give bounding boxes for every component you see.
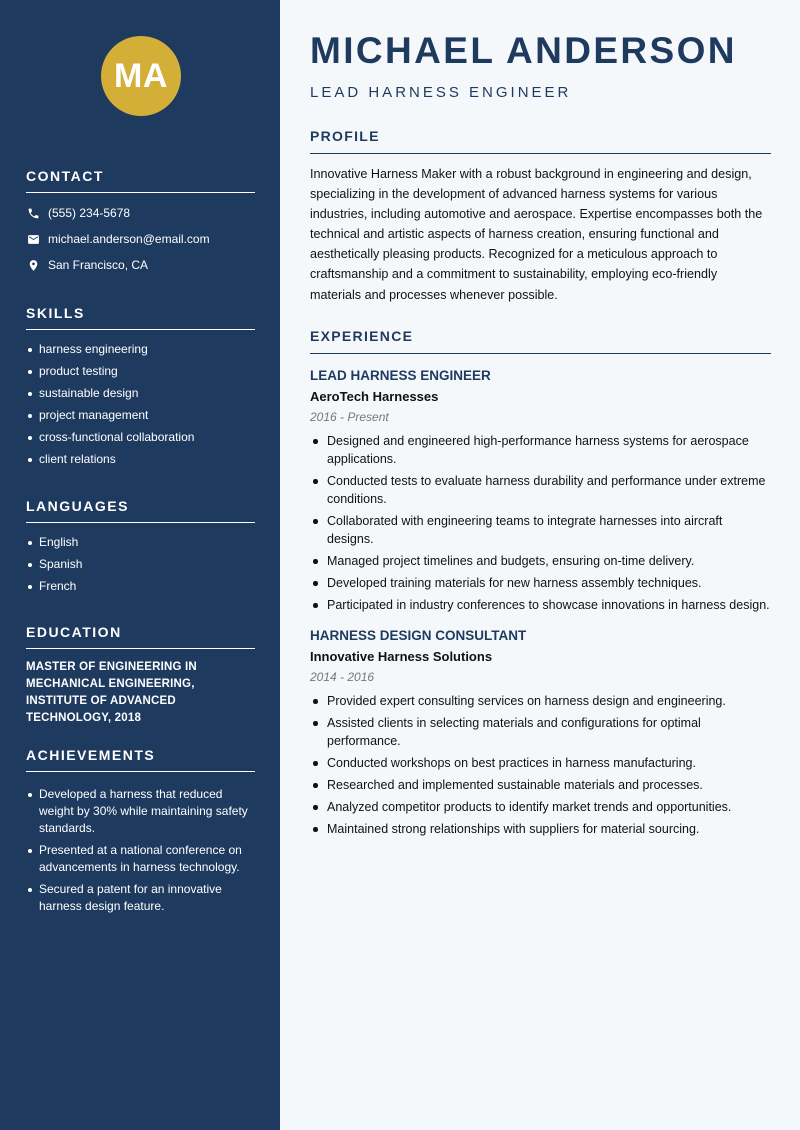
- duty-item: Managed project timelines and budgets, ensuring on-time delivery.: [310, 552, 771, 570]
- language-item: French: [26, 578, 255, 595]
- skill-item: cross-functional collaboration: [26, 429, 255, 446]
- job-company: AeroTech Harnesses: [310, 389, 439, 404]
- duty-item: Analyzed competitor products to identify market trends and opportunities.: [310, 798, 771, 816]
- job-duties: [310, 692, 771, 838]
- profile-text: Innovative Harness Maker with a robust background in engineering and design, specializing in the development of advanced harness systems for various industries, including automotive and aerospace. Expertise encompasses both the technical and artistic aspects of harness creation, ensuring functional and aesthetically pleasing products. Recognized for a meticulous approach to craftsmanship and a commitment to sustainability, employing eco-friendly materials and processes whenever possible.: [310, 167, 763, 302]
- achievement-item: Developed a harness that reduced weight by 30% while maintaining safety standards.: [26, 786, 255, 837]
- skills-section: [26, 305, 255, 473]
- skills-heading: SKILLS: [26, 305, 255, 330]
- languages-heading: LANGUAGES: [26, 498, 255, 523]
- contact-location-text: San Francisco, CA: [48, 258, 149, 272]
- job-dates: 2014 - 2016: [310, 670, 375, 684]
- candidate-title: LEAD HARNESS ENGINEER: [310, 84, 572, 101]
- contact-location: [26, 257, 255, 273]
- duty-item: Maintained strong relationships with suppliers for material sourcing.: [310, 820, 771, 838]
- avatar: MA: [101, 36, 181, 116]
- email-icon: [26, 232, 40, 246]
- experience-heading: EXPERIENCE: [310, 328, 771, 354]
- skill-item: product testing: [26, 363, 255, 380]
- duty-item: Designed and engineered high-performance harness systems for aerospace applications.: [310, 432, 771, 468]
- profile-section: [310, 128, 771, 305]
- profile-heading: PROFILE: [310, 128, 771, 154]
- achievement-item: Secured a patent for an innovative harness design feature.: [26, 881, 255, 915]
- job-entry: [310, 628, 771, 838]
- language-item: Spanish: [26, 556, 255, 573]
- job-title: LEAD HARNESS ENGINEER: [310, 368, 491, 383]
- duty-item: Collaborated with engineering teams to integrate harnesses into aircraft designs.: [310, 512, 771, 548]
- duty-item: Researched and implemented sustainable materials and processes.: [310, 776, 771, 794]
- duty-item: Conducted workshops on best practices in harness manufacturing.: [310, 754, 771, 772]
- languages-section: [26, 498, 255, 600]
- experience-section: [310, 328, 771, 842]
- education-heading: EDUCATION: [26, 624, 255, 649]
- education-entry: MASTER OF ENGINEERING IN MECHANICAL ENGINEERING, INSTITUTE OF ADVANCED TECHNOLOGY, 2018: [26, 661, 197, 724]
- contact-phone-text[interactable]: (555) 234-5678: [48, 206, 131, 220]
- achievements-section: [26, 747, 255, 920]
- skill-item: project management: [26, 407, 255, 424]
- duty-item: Provided expert consulting services on harness design and engineering.: [310, 692, 771, 710]
- contact-section: [26, 168, 255, 273]
- contact-phone: [26, 205, 255, 221]
- language-item: English: [26, 534, 255, 551]
- contact-email-text[interactable]: michael.anderson@email.com: [48, 232, 210, 246]
- skill-item: sustainable design: [26, 385, 255, 402]
- job-company: Innovative Harness Solutions: [310, 649, 493, 664]
- skill-item: harness engineering: [26, 341, 255, 358]
- achievements-heading: ACHIEVEMENTS: [26, 747, 255, 772]
- achievements-list: [26, 786, 255, 915]
- skills-list: [26, 341, 255, 468]
- job-duties: [310, 432, 771, 614]
- duty-item: Participated in industry conferences to showcase innovations in harness design.: [310, 596, 771, 614]
- job-dates: 2016 - Present: [310, 410, 389, 424]
- location-pin-icon: [26, 258, 40, 272]
- languages-list: [26, 534, 255, 595]
- contact-email: [26, 231, 255, 247]
- contact-heading: CONTACT: [26, 168, 255, 193]
- achievement-item: Presented at a national conference on advancements in harness technology.: [26, 842, 255, 876]
- duty-item: Developed training materials for new harness assembly techniques.: [310, 574, 771, 592]
- phone-icon: [26, 206, 40, 220]
- skill-item: client relations: [26, 451, 255, 468]
- candidate-name: MICHAEL ANDERSON: [310, 30, 737, 71]
- job-title: HARNESS DESIGN CONSULTANT: [310, 628, 527, 643]
- duty-item: Assisted clients in selecting materials and configurations for optimal performance.: [310, 714, 771, 750]
- job-entry: [310, 368, 771, 614]
- education-section: [26, 624, 255, 727]
- duty-item: Conducted tests to evaluate harness durability and performance under extreme conditions.: [310, 472, 771, 508]
- sidebar: [0, 0, 280, 1130]
